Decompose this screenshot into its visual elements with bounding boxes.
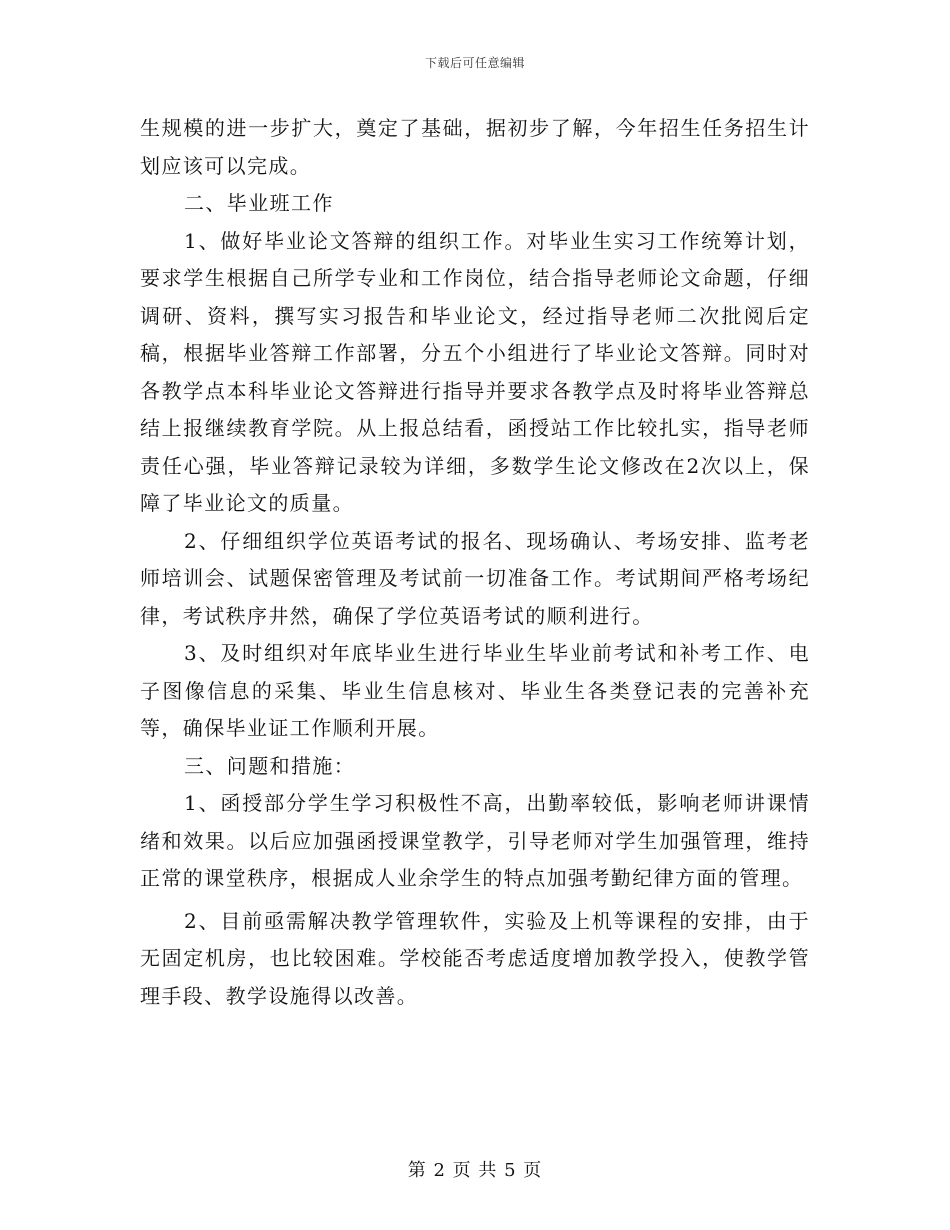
paragraph-management-software: 2、目前亟需解决教学管理软件，实验及上机等课程的安排，由于无固定机房，也比较困难。学校能否考虑适度增加教学投入，使教学管理手段、教学设施得以改善。 <box>140 908 810 1008</box>
page-header: 下载后可任意编辑 <box>424 56 525 70</box>
paragraph-thesis-defense: 1、做好毕业论文答辩的组织工作。对毕业生实习工作统筹计划，要求学生根据自己所学专业和工作岗位，结合指导老师论文命题，仔细调研、资料，撰写实习报告和毕业论文，经过指导老师二次批阅后定稿，根据毕业答辩工作部署，分五个小组进行了毕业论文答辩。同时对各教学点本科毕业论文答辩进行指导并要求各教学点及时将毕业答辩总结上报继续教育学院。从上报总结看，函授站工作比较扎实，指导老师责任心强，毕业答辩记录较为详细，多数学生论文修改在2次以上，保障了毕业论文的质量。 <box>140 228 810 515</box>
paragraph-graduation-exams: 3、及时组织对年底毕业生进行毕业生毕业前考试和补考工作、电子图像信息的采集、毕业生信息核对、毕业生各类登记表的完善补充等，确保毕业证工作顺利开展。 <box>140 641 810 740</box>
document-body <box>140 110 810 1015</box>
paragraph-attendance: 1、函授部分学生学习积极性不高，出勤率较低，影响老师讲课情绪和效果。以后应加强函授课堂教学，引导老师对学生加强管理，维持正常的课堂秩序，根据成人业余学生的特点加强考勤纪律方面的管理。 <box>140 791 810 890</box>
paragraph-english-exam: 2、仔细组织学位英语考试的报名、现场确认、考场安排、监考老师培训会、试题保密管理及考试前一切准备工作。考试期间严格考场纪律，考试秩序井然，确保了学位英语考试的顺利进行。 <box>140 528 810 628</box>
page-footer: 第 2 页 共 5 页 <box>407 1160 543 1181</box>
section-heading-problems-measures: 三、问题和措施： <box>184 753 356 778</box>
paragraph-continuation: 生规模的进一步扩大，奠定了基础，据初步了解，今年招生任务招生计划应该可以完成。 <box>140 116 810 178</box>
section-heading-graduating-class: 二、毕业班工作 <box>184 191 334 215</box>
